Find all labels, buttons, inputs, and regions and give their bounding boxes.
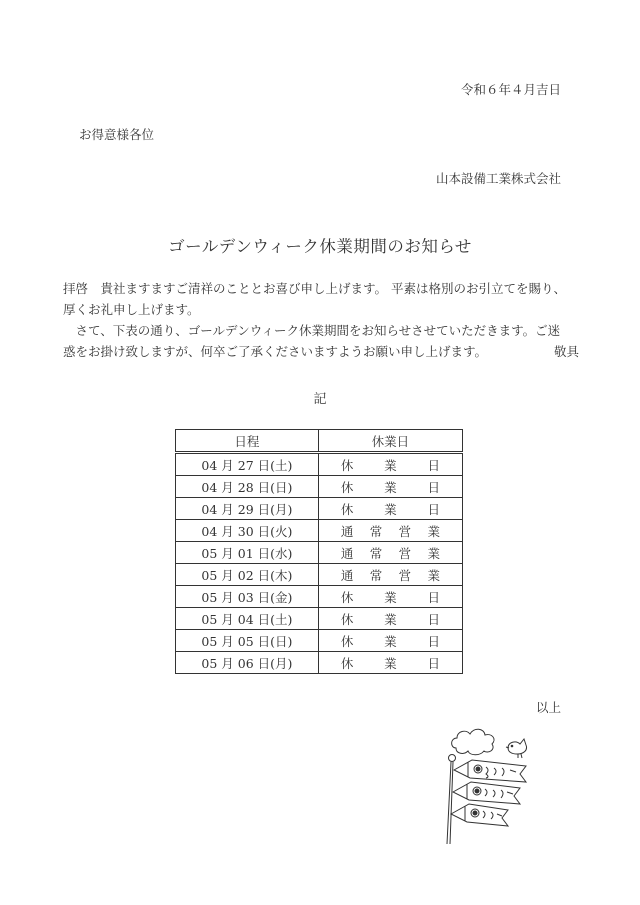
- holiday-schedule-table: [175, 429, 463, 674]
- table-row: [176, 564, 463, 586]
- date-cell: 04 月 29 日(月): [176, 498, 319, 520]
- status-text: [319, 632, 462, 650]
- status-char: 休: [340, 633, 354, 649]
- status-char: 業: [427, 567, 440, 583]
- status-cell: [318, 542, 462, 564]
- paragraph-line: 厚くお礼申し上げます。: [63, 302, 200, 317]
- status-cell: [318, 453, 462, 476]
- status-char: 日: [427, 655, 440, 671]
- status-char: 業: [384, 457, 397, 473]
- date-cell: 05 月 04 日(土): [176, 608, 319, 630]
- carp-streamer-icon: [451, 804, 508, 826]
- status-char: 業: [384, 611, 397, 627]
- pole-ball-icon: [449, 755, 456, 762]
- document-date: 令和６年４月吉日: [460, 82, 561, 97]
- table-header-row: [176, 430, 463, 453]
- status-char: 業: [427, 523, 440, 539]
- table-row: [176, 652, 463, 674]
- status-char: 業: [384, 479, 397, 495]
- status-char: 営: [398, 567, 412, 583]
- table-row: [176, 542, 463, 564]
- status-char: 日: [427, 479, 440, 495]
- date-cell: 05 月 02 日(木): [176, 564, 319, 586]
- date-cell: 05 月 01 日(水): [176, 542, 319, 564]
- status-char: 常: [369, 523, 383, 539]
- sender-company: 山本設備工業株式会社: [435, 171, 561, 186]
- status-text: [319, 654, 462, 672]
- status-char: 通: [340, 523, 354, 539]
- date-cell: 05 月 05 日(日): [176, 630, 319, 652]
- status-cell: [318, 520, 462, 542]
- table-row: [176, 453, 463, 476]
- date-cell: 05 月 03 日(金): [176, 586, 319, 608]
- status-char: 通: [340, 567, 354, 583]
- status-char: 業: [427, 545, 440, 561]
- column-header-status: 休業日: [318, 430, 462, 453]
- status-char: 日: [427, 589, 440, 605]
- pole-icon: [447, 762, 453, 844]
- status-text: [319, 566, 462, 584]
- paragraph-line: 拝啓 貴社ますますご清祥のこととお喜び申し上げます。 平素は格別のお引立てを賜り、: [63, 281, 566, 296]
- bird-icon: [506, 739, 527, 758]
- status-char: 業: [384, 655, 397, 671]
- status-char: 営: [398, 523, 412, 539]
- status-text: [319, 522, 462, 540]
- koinobori-carp-streamers-icon: [444, 726, 549, 846]
- status-char: 業: [384, 633, 397, 649]
- date-cell: 04 月 27 日(土): [176, 453, 319, 476]
- carp-streamer-icon: [453, 782, 520, 804]
- status-text: [319, 500, 462, 518]
- status-text: [319, 478, 462, 496]
- date-cell: 04 月 28 日(日): [176, 476, 319, 498]
- status-char: 常: [369, 567, 383, 583]
- status-char: 休: [340, 501, 354, 517]
- status-char: 日: [427, 457, 440, 473]
- status-char: 休: [340, 479, 354, 495]
- status-char: 日: [427, 501, 440, 517]
- closing-keigu: 敬具: [553, 344, 579, 359]
- status-cell: [318, 652, 462, 674]
- status-cell: [318, 630, 462, 652]
- status-char: 休: [340, 611, 354, 627]
- table-row: [176, 498, 463, 520]
- table-row: [176, 630, 463, 652]
- date-cell: 04 月 30 日(火): [176, 520, 319, 542]
- table-row: [176, 476, 463, 498]
- status-char: 日: [427, 633, 440, 649]
- status-char: 営: [398, 545, 412, 561]
- column-header-date: 日程: [176, 430, 319, 453]
- status-cell: [318, 498, 462, 520]
- status-text: [319, 610, 462, 628]
- cloud-icon: [452, 729, 494, 755]
- paragraph-line-wrap: [63, 341, 579, 362]
- status-cell: [318, 586, 462, 608]
- greeting-paragraph: [63, 278, 579, 320]
- table-row: [176, 520, 463, 542]
- status-char: 常: [369, 545, 383, 561]
- status-char: 休: [340, 457, 354, 473]
- status-char: 日: [427, 611, 440, 627]
- notice-paragraph: [63, 320, 579, 362]
- recipient: お得意様各位: [79, 127, 155, 142]
- end-marker-ijou: 以上: [535, 700, 561, 715]
- status-text: [319, 456, 462, 474]
- document-title: ゴールデンウィーク休業期間のお知らせ: [168, 237, 472, 256]
- table-row: [176, 586, 463, 608]
- status-cell: [318, 564, 462, 586]
- paragraph-line: 惑をお掛け致しますが、何卒ご了承くださいますようお願い申し上げます。: [63, 344, 488, 359]
- paragraph-line: さて、下表の通り、ゴールデンウィーク休業期間をお知らせさせていただきます。ご迷: [75, 323, 561, 338]
- status-text: [319, 588, 462, 606]
- status-char: 業: [384, 501, 397, 517]
- status-char: 休: [340, 655, 354, 671]
- date-cell: 05 月 06 日(月): [176, 652, 319, 674]
- status-cell: [318, 476, 462, 498]
- carp-streamer-icon: [454, 760, 526, 782]
- status-char: 通: [340, 545, 354, 561]
- status-cell: [318, 608, 462, 630]
- status-char: 休: [340, 589, 354, 605]
- table-row: [176, 608, 463, 630]
- ki-marker: 記: [313, 392, 327, 407]
- status-text: [319, 544, 462, 562]
- status-char: 業: [384, 589, 397, 605]
